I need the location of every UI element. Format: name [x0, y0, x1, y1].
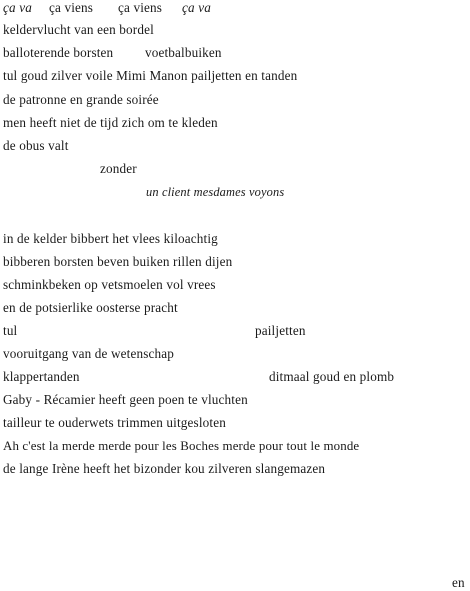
poem-line-20: de lange Irène heeft het bizonder kou zilveren slangemazen	[3, 461, 326, 476]
poem-line-12: schminkbeken op vetsmoelen vol vrees	[3, 277, 216, 292]
poem-line-16b: ditmaal goud en plomb	[269, 369, 395, 384]
poem-line-16a: klappertanden	[3, 369, 80, 384]
poem-line-5: de patronne en grande soirée	[3, 92, 159, 107]
poem-line-10: in de kelder bibbert het vlees kiloachtig	[3, 231, 218, 246]
poem-line-3b: voetbalbuiken	[145, 45, 222, 60]
poem-line-18: tailleur te ouderwets trimmen uitgesloten	[3, 415, 226, 430]
poem-line-9: un client mesdames voyons	[146, 185, 285, 199]
poem-line-17: Gaby - Récamier heeft geen poen te vluchten	[3, 392, 248, 407]
poem-line-11: bibberen borsten beven buiken rillen dijen	[3, 254, 233, 269]
poem-line-3a: balloterende borsten	[3, 45, 114, 60]
poem-line-15: vooruitgang van de wetenschap	[3, 346, 174, 361]
poem-line-2: keldervlucht van een bordel	[3, 22, 154, 37]
poem-line-4: tul goud zilver voile Mimi Manon pailjetten en tanden	[3, 68, 298, 83]
poem-line-14b: pailjetten	[255, 323, 306, 338]
poem-line-6: men heeft niet de tijd zich om te kleden	[3, 115, 218, 130]
poem-line-1b: ça viens	[49, 0, 94, 15]
poem-line-19: Ah c'est la merde merde pour les Boches merde pour tout le monde	[3, 439, 360, 453]
catchword: en	[452, 575, 465, 590]
poem-line-14a: tul	[3, 323, 18, 338]
poem-line-13: en de potsierlike oosterse pracht	[3, 300, 178, 315]
poem-line-1c: ça viens	[118, 0, 163, 15]
poem-line-1d: ça va	[182, 0, 211, 15]
poem-line-8: zonder	[100, 161, 137, 176]
poem-line-1a: ça va	[3, 0, 32, 15]
poem-line-7: de obus valt	[3, 138, 69, 153]
